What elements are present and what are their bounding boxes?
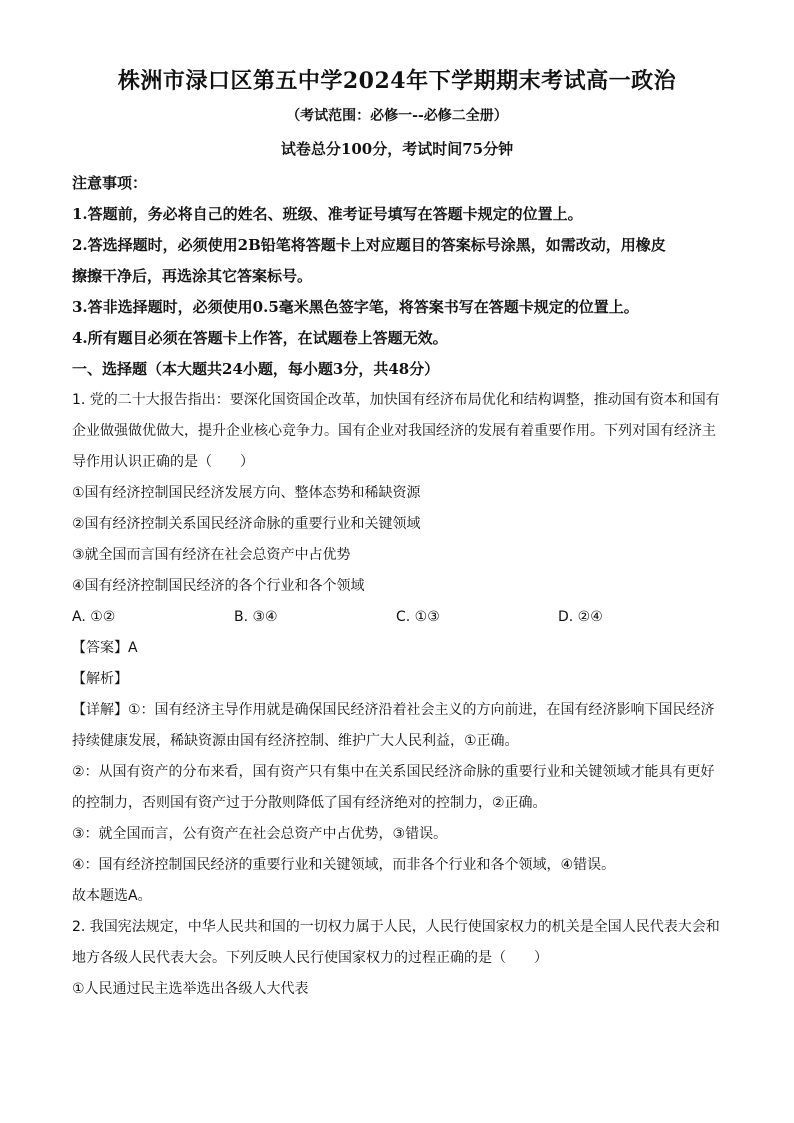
notice-item: 3.答非选择题时，必须使用0.5毫米黑色签字笔，将答案书写在答题卡规定的位置上。 — [72, 298, 639, 316]
exam-info: 试卷总分100分，考试时间75分钟 — [280, 140, 514, 158]
analysis-label: 【解析】 — [72, 671, 128, 687]
statement: ④国有经济控制国民经济的各个行业和各个领域 — [72, 578, 365, 594]
exam-title: 株洲市渌口区第五中学2024年下学期期末考试高一政治 — [117, 68, 677, 94]
question-stem-line: 导作用认识正确的是（ ） — [72, 454, 254, 470]
notice-item: 4.所有题目必须在答题卡上作答，在试题卷上答题无效。 — [72, 329, 448, 347]
analysis-line: ③：就全国而言，公有资产在社会总资产中占优势，③错误。 — [72, 826, 448, 842]
question-stem-line: 企业做强做优做大，提升企业核心竞争力。国有企业对我国经济的发展有着重要作用。下列对国有经济主 — [72, 423, 716, 439]
notice-section — [72, 168, 732, 385]
option-c: C. ①③ — [396, 609, 440, 625]
notice-item: 1.答题前，务必将自己的姓名、班级、准考证号填写在答题卡规定的位置上。 — [72, 205, 583, 223]
notice-heading: 注意事项： — [72, 174, 148, 192]
section-heading: 一、选择题（本大题共24小题，每小题3分，共48分） — [72, 360, 440, 378]
analysis-line: 【详解】①：国有经济主导作用就是确保国民经济沿着社会主义的方向前进，在国有经济影响下国民经济 — [72, 702, 715, 718]
notice-item: 2.答选择题时，必须使用2B铅笔将答题卡上对应题目的答案标号涂黑，如需改动，用橡皮 — [72, 236, 666, 254]
question-1 — [72, 385, 732, 912]
option-b: B. ③④ — [234, 609, 278, 625]
exam-body — [72, 168, 732, 1005]
question-stem-line: 1. 党的二十大报告指出：要深化国资国企改革，加快国有经济布局优化和结构调整，推动国有资本和国有 — [72, 392, 720, 408]
analysis-line: 故本题选A。 — [72, 888, 152, 904]
statement: ③就全国而言国有经济在社会总资产中占优势 — [72, 547, 351, 563]
option-row — [72, 602, 732, 633]
question-stem-line: 2. 我国宪法规定，中华人民共和国的一切权力属于人民，人民行使国家权力的机关是全国人民代表大会和 — [72, 919, 720, 935]
question-stem-line: 地方各级人民代表大会。下列反映人民行使国家权力的过程正确的是（ ） — [72, 950, 548, 966]
notice-item: 擦擦干净后，再选涂其它答案标号。 — [72, 267, 313, 285]
analysis-line: ④：国有经济控制国民经济的重要行业和关键领域，而非各个行业和各个领域，④错误。 — [72, 857, 616, 873]
statement: ②国有经济控制关系国民经济命脉的重要行业和关键领域 — [72, 516, 421, 532]
question-2 — [72, 912, 732, 1005]
statement: ①国有经济控制国民经济发展方向、整体态势和稀缺资源 — [72, 485, 421, 501]
exam-scope: （考试范围：必修一--必修二全册） — [286, 108, 508, 124]
option-d: D. ②④ — [558, 609, 603, 625]
analysis-line: ②：从国有资产的分布来看，国有资产只有集中在关系国民经济命脉的重要行业和关键领域才能具有更好 — [72, 764, 715, 780]
analysis-line: 持续健康发展，稀缺资源由国有经济控制、维护广大人民利益，①正确。 — [72, 733, 519, 749]
option-a: A. ①② — [72, 609, 116, 625]
answer: 【答案】A — [72, 640, 138, 656]
statement: ①人民通过民主选举选出各级人大代表 — [72, 981, 309, 997]
analysis-line: 的控制力，否则国有资产过于分散则降低了国有经济绝对的控制力，②正确。 — [72, 795, 547, 811]
